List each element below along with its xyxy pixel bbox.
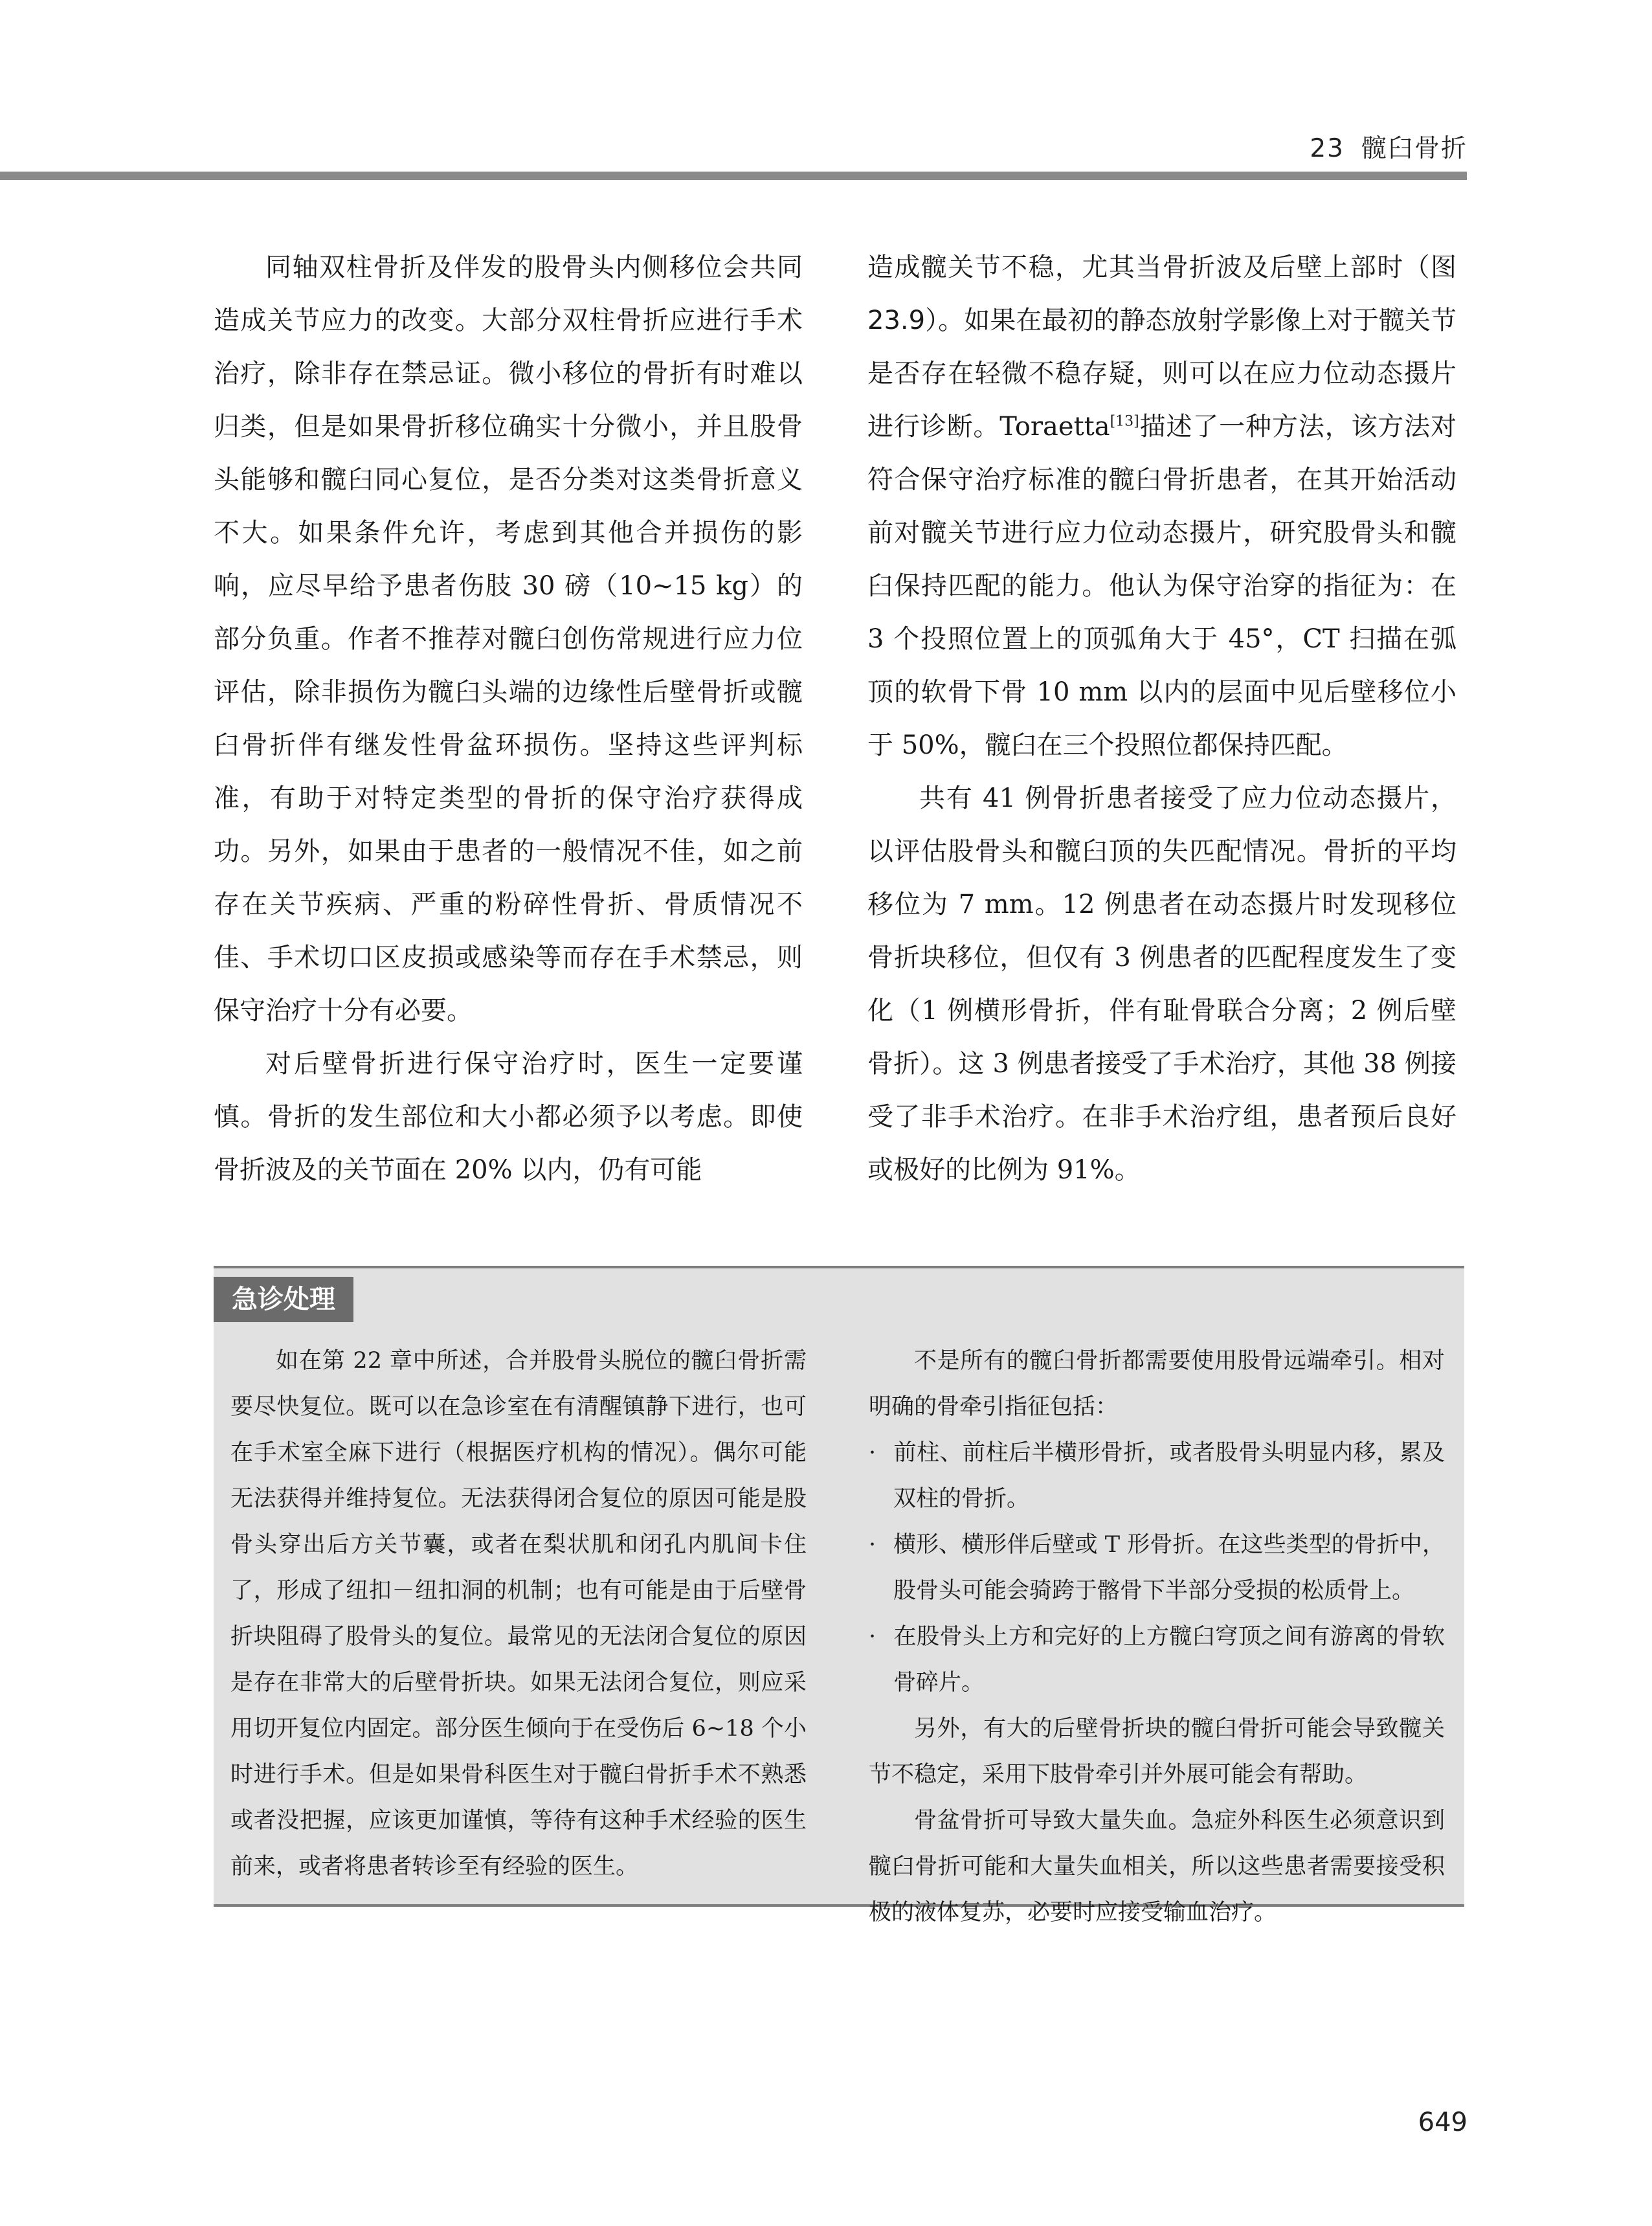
list-item-text: 在股骨头上方和完好的上方髋臼穹顶之间有游离的骨软骨碎片。 [893, 1624, 1445, 1696]
paragraph: 不是所有的髋臼骨折都需要使用股骨远端牵引。相对明确的骨牵引指征包括： [869, 1348, 1445, 1420]
paragraph: 另外，有大的后壁骨折块的髋臼骨折可能会导致髋关节不稳定，采用下肢骨牵引并外展可能会有帮助。 [869, 1716, 1445, 1788]
text-run: 描述了一种方法，该方法对符合保守治疗标准的髋臼骨折患者，在其开始活动前对髋关节进行应力位动态摄片，研究股骨头和髋臼保持匹配的能力。他认为保守治穿的指征为：在 3 个投照位置上的顶弧角大于 45°，CT 扫描在弧顶的软骨下骨 10 mm 以内的层面中见后壁移位小于 50%，髋臼在三个投照位都保持匹配。 [867, 412, 1457, 760]
paragraph [867, 241, 1457, 772]
text-run: ）。如果在最初的静态放射学影像上对于髋关节是否存在轻微不稳存疑，则可以在应力位动态摄片进行诊断。Toraetta [867, 306, 1457, 442]
bullet-marker: · [869, 1624, 876, 1650]
citation[interactable]: [13] [1110, 413, 1139, 430]
paragraph: 骨盆骨折可导致大量失血。急症外科医生必须意识到髋臼骨折可能和大量失血相关，所以这些患者需要接受积极的液体复苏，必要时应接受输血治疗。 [869, 1808, 1445, 1926]
list-item-text: 横形、横形伴后壁或 T 形骨折。在这些类型的骨折中，股骨头可能会骑跨于髂骨下半部分受损的松质骨上。 [893, 1532, 1445, 1604]
paragraph: 如在第 22 章中所述，合并股骨头脱位的髋臼骨折需要尽快复位。既可以在急诊室在有清醒镇静下进行，也可在手术室全麻下进行（根据医疗机构的情况）。偶尔可能无法获得并维持复位。无法获得闭合复位的原因可能是股骨头穿出后方关节囊，或者在梨状肌和闭孔内肌间卡住了，形成了纽扣－纽扣洞的机制；也有可能是由于后壁骨折块阻碍了股骨头的复位。最常见的无法闭合复位的原因是存在非常大的后壁骨折块。如果无法闭合复位，则应采用切开复位内固定。部分医生倾向于在受伤后 6~18 个小时进行手术。但是如果骨科医生对于髋臼骨折手术不熟悉或者没把握，应该更加谨慎，等待有这种手术经验的医生前来，或者将患者转诊至有经验的医生。 [230, 1348, 807, 1880]
text-run: 造成髋关节不稳，尤其当骨折波及后壁上部时（ [867, 253, 1431, 282]
box-title: 急诊处理 [214, 1277, 353, 1322]
paragraph: 对后壁骨折进行保守治疗时，医生一定要谨慎。骨折的发生部位和大小都必须予以考虑。即使骨折波及的关节面在 20% 以内，仍有可能 [214, 1049, 803, 1185]
box-column-left [230, 1338, 807, 1890]
header-rule [0, 172, 1467, 180]
bullet-marker: · [869, 1440, 876, 1466]
list-item-text: 前柱、前柱后半横形骨折，或者股骨头明显内移，累及双柱的骨折。 [893, 1440, 1445, 1512]
chapter-number: 23 [1310, 134, 1345, 163]
list-item [869, 1430, 1445, 1522]
running-header [1310, 128, 1468, 164]
figure-reference[interactable]: 图 23.9 [867, 253, 1457, 335]
box-column-right [869, 1338, 1445, 1936]
paragraph: 同轴双柱骨折及伴发的股骨头内侧移位会共同造成关节应力的改变。大部分双柱骨折应进行手术治疗，除非存在禁忌证。微小移位的骨折有时难以归类，但是如果骨折移位确实十分微小，并且股骨头能够和髋臼同心复位，是否分类对这类骨折意义不大。如果条件允许，考虑到其他合并损伤的影响，应尽早给予患者伤肢 30 磅（10~15 kg）的部分负重。作者不推荐对髋臼创伤常规进行应力位评估，除非损伤为髋臼头端的边缘性后壁骨折或髋臼骨折伴有继发性骨盆环损伤。坚持这些评判标准，有助于对特定类型的骨折的保守治疗获得成功。另外，如果由于患者的一般情况不佳，如之前存在关节疾病、严重的粉碎性骨折、骨质情况不佳、手术切口区皮损或感染等而存在手术禁忌，则保守治疗十分有必要。 [214, 253, 803, 1026]
list-item [869, 1522, 1445, 1614]
page-number: 649 [1418, 2108, 1468, 2137]
bullet-marker: · [869, 1532, 876, 1558]
emergency-management-box [214, 1266, 1464, 1926]
body-column-right [867, 241, 1457, 1197]
chapter-title: 髋臼骨折 [1361, 134, 1468, 163]
body-column-left [214, 241, 803, 1197]
list-item [869, 1614, 1445, 1706]
paragraph: 共有 41 例骨折患者接受了应力位动态摄片，以评估股骨头和髋臼顶的失匹配情况。骨折的平均移位为 7 mm。12 例患者在动态摄片时发现移位骨折块移位，但仅有 3 例患者的匹配程度发生了变化（1 例横形骨折，伴有耻骨联合分离；2 例后壁骨折）。这 3 例患者接受了手术治疗，其他 38 例接受了非手术治疗。在非手术治疗组，患者预后良好或极好的比例为 91%。 [867, 783, 1457, 1185]
